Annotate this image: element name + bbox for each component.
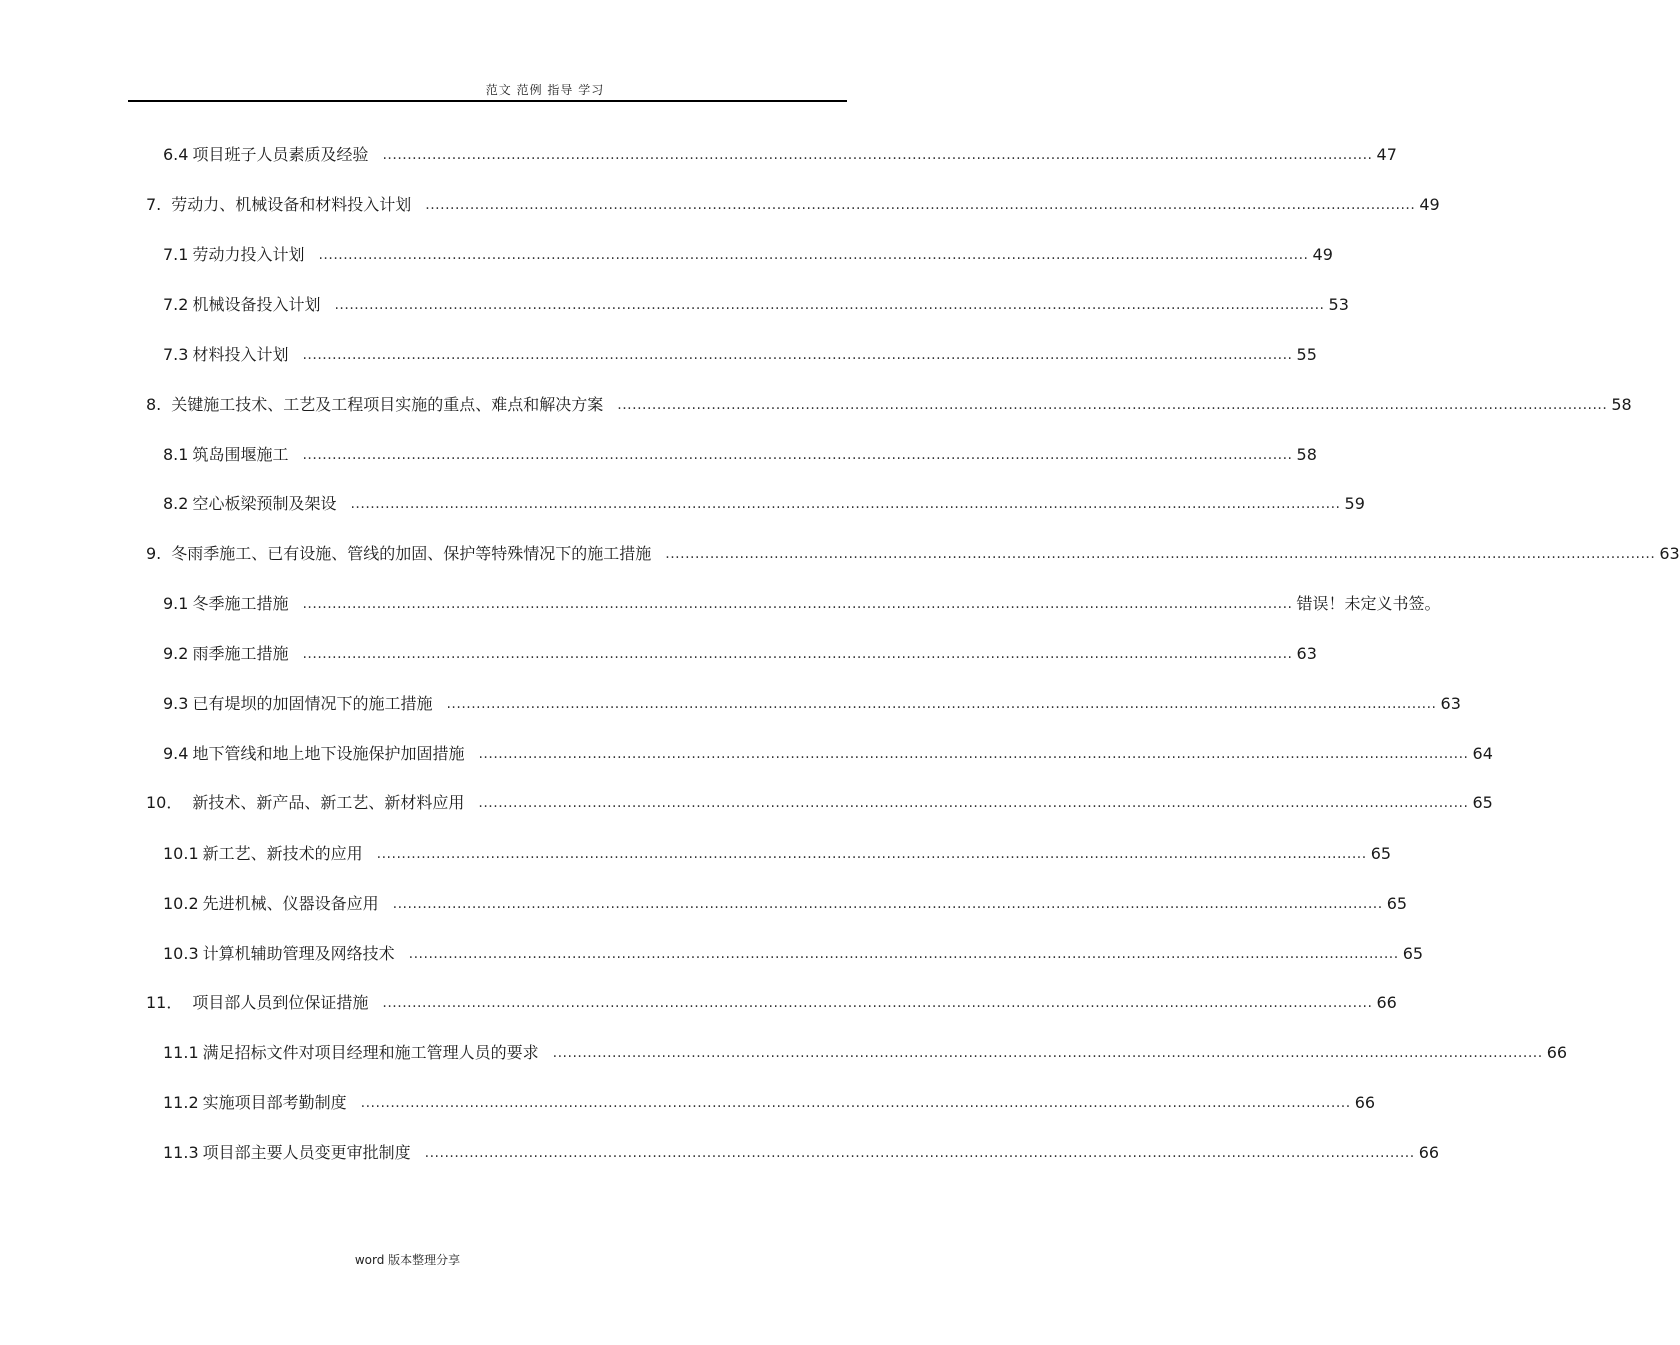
toc-entry-page: 63 bbox=[1296, 644, 1317, 663]
toc-entry[interactable] bbox=[163, 1041, 1568, 1065]
toc-entry-number: 11.3 bbox=[163, 1143, 199, 1162]
dot-leader: ........................................................................................................................................................................................................ bbox=[350, 496, 1341, 512]
toc-entry-title: 满足招标文件对项目经理和施工管理人员的要求 bbox=[202, 1043, 539, 1062]
toc-entry-page: 错误！未定义书签。 bbox=[1296, 594, 1441, 613]
dot-leader: ........................................................................................................................................................................................................ bbox=[382, 147, 1373, 163]
dot-leader: ........................................................................................................................................................................................................ bbox=[617, 397, 1608, 413]
toc-entry-page: 65 bbox=[1386, 894, 1408, 913]
toc-entry-title: 已有堤坝的加固情况下的施工措施 bbox=[192, 694, 433, 713]
toc-entry-page: 65 bbox=[1472, 793, 1493, 812]
toc-entry[interactable] bbox=[163, 343, 1317, 367]
toc-entry-number: 11.2 bbox=[163, 1093, 199, 1112]
toc-entry-title: 机械设备投入计划 bbox=[192, 295, 321, 314]
toc-entry[interactable] bbox=[146, 991, 1397, 1015]
toc-entry-number: 7.2 bbox=[163, 295, 189, 314]
dot-leader: ........................................................................................................................................................................................................ bbox=[302, 596, 1293, 612]
toc-entry-number: 10． bbox=[146, 793, 183, 812]
toc-entry-number: 11． bbox=[146, 993, 183, 1012]
toc-entry[interactable] bbox=[163, 143, 1397, 167]
toc-entry[interactable] bbox=[163, 443, 1317, 467]
toc-entry-title: 项目部主要人员变更审批制度 bbox=[202, 1143, 411, 1162]
toc-entry-title: 劳动力投入计划 bbox=[192, 245, 305, 264]
toc-entry-title: 实施项目部考勤制度 bbox=[202, 1093, 347, 1112]
dot-leader: ........................................................................................................................................................................................................ bbox=[446, 696, 1437, 712]
page-footer: word 版本整理分享 bbox=[354, 1253, 461, 1267]
toc-entry-number: 9.1 bbox=[163, 594, 189, 613]
dot-leader: ........................................................................................................................................................................................................ bbox=[302, 347, 1293, 363]
toc-entry-number: 7.1 bbox=[163, 245, 189, 264]
toc-entry-number: 9.4 bbox=[163, 744, 189, 763]
dot-leader: ........................................................................................................................................................................................................ bbox=[376, 846, 1367, 862]
toc-entry-number: 6.4 bbox=[163, 145, 189, 164]
toc-entry[interactable] bbox=[163, 492, 1365, 516]
toc-entry-page: 49 bbox=[1312, 245, 1333, 264]
toc-entry-number: 9.2 bbox=[163, 644, 189, 663]
dot-leader: ........................................................................................................................................................................................................ bbox=[478, 795, 1469, 811]
toc-entry-number: 10.1 bbox=[163, 844, 199, 863]
toc-entry[interactable] bbox=[163, 842, 1392, 866]
dot-leader: ........................................................................................................................................................................................................ bbox=[425, 197, 1416, 213]
toc-entry-page: 58 bbox=[1611, 395, 1632, 414]
dot-leader: ........................................................................................................................................................................................................ bbox=[424, 1145, 1415, 1161]
toc-entry-title: 计算机辅助管理及网络技术 bbox=[202, 944, 395, 963]
dot-leader: ........................................................................................................................................................................................................ bbox=[334, 297, 1325, 313]
dot-leader: ........................................................................................................................................................................................................ bbox=[478, 746, 1469, 762]
toc-entry-number: 8.1 bbox=[163, 445, 189, 464]
toc-entry[interactable] bbox=[163, 592, 1441, 616]
dot-leader: ........................................................................................................................................................................................................ bbox=[392, 896, 1383, 912]
toc-entry-number: 10.2 bbox=[163, 894, 199, 913]
toc-entry-title: 材料投入计划 bbox=[192, 345, 289, 364]
toc-entry-title: 先进机械、仪器设备应用 bbox=[202, 894, 379, 913]
toc-entry-number: 8. bbox=[146, 395, 162, 414]
toc-entry-title: 筑岛围堰施工 bbox=[192, 445, 289, 464]
toc-entry-page: 53 bbox=[1328, 295, 1349, 314]
dot-leader: ........................................................................................................................................................................................................ bbox=[665, 546, 1656, 562]
dot-leader: ........................................................................................................................................................................................................ bbox=[318, 247, 1309, 263]
toc-entry-number: 9. bbox=[146, 544, 162, 563]
dot-leader: ........................................................................................................................................................................................................ bbox=[360, 1095, 1351, 1111]
toc-entry[interactable] bbox=[146, 791, 1493, 815]
dot-leader: ........................................................................................................................................................................................................ bbox=[408, 946, 1399, 962]
toc-entry-title: 关键施工技术、工艺及工程项目实施的重点、难点和解决方案 bbox=[171, 395, 604, 414]
toc-entry[interactable] bbox=[163, 892, 1408, 916]
dot-leader: ........................................................................................................................................................................................................ bbox=[302, 447, 1293, 463]
toc-entry-title: 冬季施工措施 bbox=[192, 594, 289, 613]
toc-entry-page: 66 bbox=[1376, 993, 1397, 1012]
toc-entry-title: 空心板梁预制及架设 bbox=[192, 494, 337, 513]
toc-entry-page: 49 bbox=[1419, 195, 1440, 214]
toc-entry-page: 66 bbox=[1546, 1043, 1568, 1062]
toc-entry-number: 8.2 bbox=[163, 494, 189, 513]
page-header: 范文 范例 指导 学习 bbox=[485, 83, 605, 97]
toc-entry[interactable] bbox=[163, 1091, 1376, 1115]
toc-entry-title: 雨季施工措施 bbox=[192, 644, 289, 663]
toc-entry[interactable] bbox=[146, 393, 1632, 417]
toc-entry-title: 劳动力、机械设备和材料投入计划 bbox=[171, 195, 412, 214]
toc-entry-number: 11.1 bbox=[163, 1043, 199, 1062]
toc-entry-title: 项目部人员到位保证措施 bbox=[192, 993, 369, 1012]
toc-entry[interactable] bbox=[163, 293, 1349, 317]
toc-entry-title: 地下管线和地上地下设施保护加固措施 bbox=[192, 744, 465, 763]
toc-entry-page: 63 bbox=[1659, 544, 1680, 563]
toc-entry-number: 7.3 bbox=[163, 345, 189, 364]
dot-leader: ........................................................................................................................................................................................................ bbox=[552, 1045, 1543, 1061]
toc-entry-page: 64 bbox=[1472, 744, 1493, 763]
toc-entry-page: 47 bbox=[1376, 145, 1397, 164]
toc-entry[interactable] bbox=[146, 542, 1680, 566]
toc-entry[interactable] bbox=[163, 1141, 1440, 1165]
toc-entry-number: 10.3 bbox=[163, 944, 199, 963]
toc-entry[interactable] bbox=[146, 193, 1440, 217]
toc-entry[interactable] bbox=[163, 942, 1424, 966]
dot-leader: ........................................................................................................................................................................................................ bbox=[382, 995, 1373, 1011]
dot-leader: ........................................................................................................................................................................................................ bbox=[302, 646, 1293, 662]
toc-entry[interactable] bbox=[163, 692, 1461, 716]
toc-entry-title: 冬雨季施工、已有设施、管线的加固、保护等特殊情况下的施工措施 bbox=[171, 544, 652, 563]
toc-entry[interactable] bbox=[163, 243, 1333, 267]
toc-entry-page: 65 bbox=[1402, 944, 1424, 963]
toc-entry-title: 项目班子人员素质及经验 bbox=[192, 145, 369, 164]
toc-entry[interactable] bbox=[163, 742, 1493, 766]
toc-entry-page: 66 bbox=[1418, 1143, 1440, 1162]
toc-entry[interactable] bbox=[163, 642, 1317, 666]
toc-entry-page: 65 bbox=[1370, 844, 1392, 863]
toc-entry-page: 66 bbox=[1354, 1093, 1376, 1112]
toc-entry-page: 55 bbox=[1296, 345, 1317, 364]
toc-entry-title: 新技术、新产品、新工艺、新材料应用 bbox=[192, 793, 465, 812]
toc-entry-number: 7. bbox=[146, 195, 162, 214]
toc-entry-page: 59 bbox=[1344, 494, 1365, 513]
toc-entry-page: 58 bbox=[1296, 445, 1317, 464]
toc-entry-number: 9.3 bbox=[163, 694, 189, 713]
toc-entry-title: 新工艺、新技术的应用 bbox=[202, 844, 363, 863]
toc-entry-page: 63 bbox=[1440, 694, 1461, 713]
